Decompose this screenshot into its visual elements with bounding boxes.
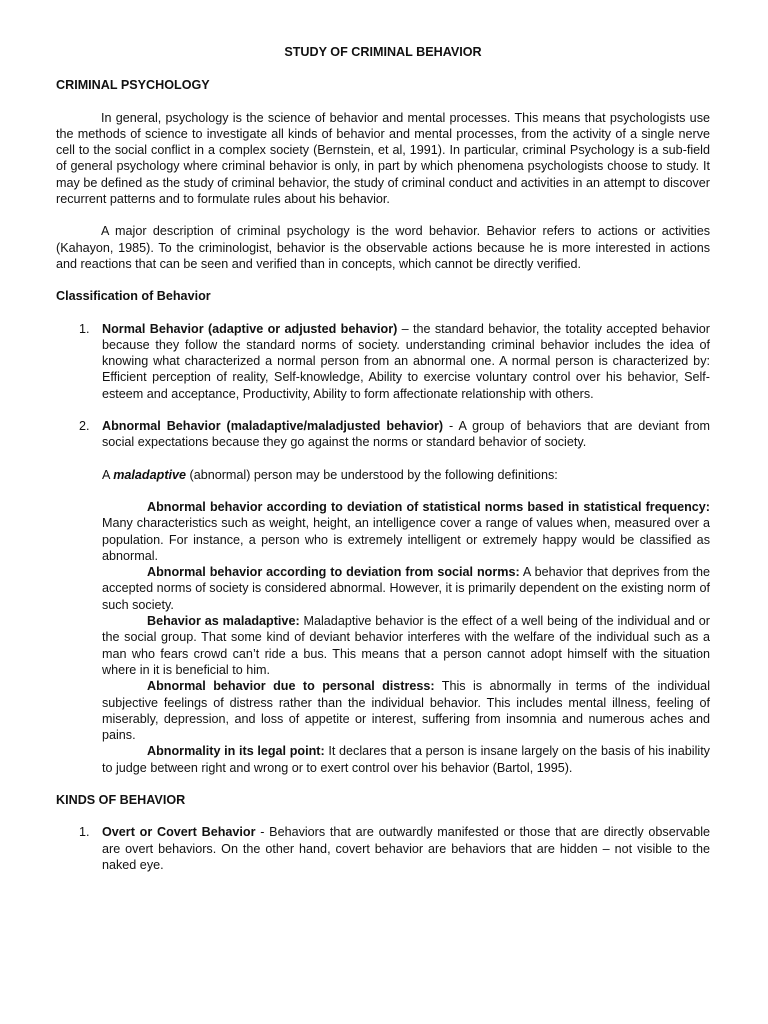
definition-personal-distress bbox=[102, 678, 710, 743]
definition-maladaptive bbox=[102, 613, 710, 678]
definition-statistical-norms bbox=[102, 499, 710, 564]
list-text: - A group of behaviors that are deviant from social expectations because they go against the norms or standard behavior of society. bbox=[102, 419, 710, 450]
definition-social-norms bbox=[102, 564, 710, 613]
list-number: 1. bbox=[79, 825, 90, 840]
definition-term: Abnormal behavior due to personal distress: bbox=[147, 679, 435, 694]
definition-text: It declares that a person is insane largely on the basis of his inability to judge between right and wrong or to exert control over his behavior (Bartol, 1995). bbox=[102, 744, 710, 775]
definition-term: Behavior as maladaptive: bbox=[147, 614, 300, 629]
definition-text: A behavior that deprives from the accepted norms of society is considered abnormal. However, it is primarily dependent on the existing norm of such society. bbox=[102, 565, 710, 612]
section-heading-kinds-of-behavior: KINDS OF BEHAVIOR bbox=[56, 792, 186, 807]
definition-text: This is abnormally in terms of the individual subjective feelings of distress rather than the individual behavior. This includes mental illness, feeling of miserably, depression, and loss of appetite or interest, suffering from insomnia and numerous aches and pains. bbox=[102, 679, 710, 743]
definition-legal-point bbox=[102, 743, 710, 776]
intro-term: maladaptive bbox=[113, 467, 187, 482]
section-heading-criminal-psychology: CRIMINAL PSYCHOLOGY bbox=[56, 78, 210, 93]
classification-list bbox=[56, 321, 710, 451]
list-item-normal-behavior bbox=[56, 321, 710, 402]
list-text: – the standard behavior, the totality accepted behavior because they follow the standard norms of society. understanding criminal behavior includes the idea of knowing what characterized a normal person from an abnormal one. A normal person is characterized by: Efficient perception of reality, Self-knowledge, Ability to exercise voluntary control over his behavior, Self-esteem and acceptance, Productivity, Ability to form affectionate relationship with others. bbox=[102, 321, 710, 401]
definitions-block bbox=[56, 499, 710, 776]
definition-text: Maladaptive behavior is the effect of a well being of the individual and or the social group. That some kind of deviant behavior interferes with the welfare of the individual such as a man who fears crowd can’t ride a bus. This means that a person cannot adopt himself with the situation where in it is beneficial to him. bbox=[102, 614, 710, 677]
kinds-list bbox=[56, 824, 710, 873]
intro-prefix: A bbox=[102, 467, 114, 482]
paragraph-behavior-description: A major description of criminal psychology is the word behavior. Behavior refers to actions or activities (Kahayon, 1985). To the criminologist, behavior is the observable actions because he is more interested in actions and reactions that can be seen and verified than in concepts, which cannot be directly verified. bbox=[56, 224, 710, 271]
list-item-abnormal-behavior bbox=[56, 418, 710, 451]
definition-term: Abnormal behavior according to deviation of statistical norms based in statistical frequency: bbox=[147, 499, 710, 514]
paragraph-psychology-definition: In general, psychology is the science of behavior and mental processes. This means that psychologists use the methods of science to investigate all kinds of behavior and mental processes, from the activity of a single nerve cell to the social conflict in a complex society (Bernstein, et al, 1991). In particular, criminal Psychology is a sub-field of general psychology where criminal behavior is only, in part by which phenomena psychologists choose to study. It may be defined as the study of criminal behavior, the study of criminal conduct and activities in an attempt to discover recurrent patterns and to formulate rules about his behavior. bbox=[56, 110, 710, 207]
list-item-overt-covert bbox=[56, 824, 710, 873]
definition-term: Abnormal behavior according to deviation from social norms: bbox=[147, 565, 520, 580]
maladaptive-intro bbox=[56, 467, 710, 483]
list-number: 1. bbox=[79, 321, 90, 336]
definition-text: Many characteristics such as weight, height, an intelligence cover a range of values when, measured over a population. For instance, a person who is extremely intelligent or extremely happy would be classified as abnormal. bbox=[102, 516, 710, 563]
list-text: - Behaviors that are outwardly manifested or those that are directly observable are overt behaviors. On the other hand, covert behavior are behaviors that are hidden – not visible to the naked eye. bbox=[102, 825, 710, 872]
sub-heading-classification: Classification of Behavior bbox=[56, 289, 211, 304]
list-number: 2. bbox=[79, 419, 90, 434]
list-term: Abnormal Behavior (maladaptive/maladjusted behavior) bbox=[102, 419, 444, 434]
intro-suffix: (abnormal) person may be understood by the following definitions: bbox=[186, 467, 558, 482]
list-term: Overt or Covert Behavior bbox=[102, 825, 256, 840]
document-title: STUDY OF CRIMINAL BEHAVIOR bbox=[284, 45, 482, 59]
definition-term: Abnormality in its legal point: bbox=[147, 744, 325, 759]
list-term: Normal Behavior (adaptive or adjusted behavior) bbox=[102, 321, 398, 336]
